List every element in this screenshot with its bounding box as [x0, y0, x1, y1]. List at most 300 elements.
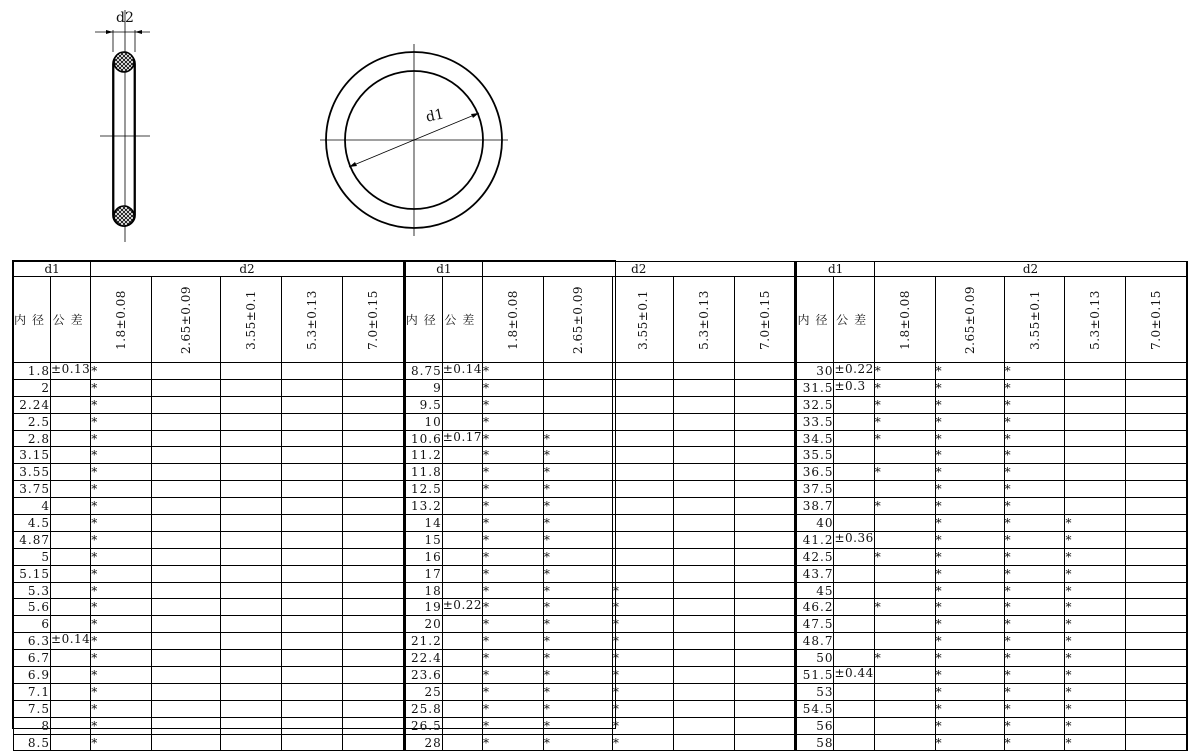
- table-row: [797, 717, 1188, 734]
- inner-diameter-cell: 34.5: [797, 430, 834, 447]
- inner-diameter-cell: 40: [797, 515, 834, 532]
- mark-cell: [282, 515, 343, 532]
- mark-cell: [152, 531, 221, 548]
- table-row: [405, 650, 796, 667]
- inner-diameter-cell: 13.2: [405, 498, 442, 515]
- mark-cell: [1126, 582, 1187, 599]
- mark-cell: [734, 616, 795, 633]
- d2-label: d2: [116, 10, 134, 26]
- mark-cell: *: [543, 599, 612, 616]
- tolerance-cell: [834, 582, 874, 599]
- mark-cell: *: [935, 616, 1004, 633]
- mark-cell: *: [1004, 667, 1065, 684]
- mark-cell: [874, 683, 935, 700]
- table-row: [797, 447, 1188, 464]
- inner-diameter-cell: 17: [405, 565, 442, 582]
- table-row: [405, 717, 796, 734]
- mark-cell: *: [91, 667, 152, 684]
- tolerance-cell: [442, 683, 482, 700]
- table-row: [797, 667, 1188, 684]
- mark-cell: [282, 430, 343, 447]
- mark-cell: [612, 430, 673, 447]
- mark-cell: *: [612, 700, 673, 717]
- inner-diameter-cell: 47.5: [797, 616, 834, 633]
- mark-cell: [1126, 548, 1187, 565]
- mark-cell: [152, 363, 221, 380]
- header-d2-value: 3.55±0.1: [221, 277, 282, 363]
- mark-cell: *: [612, 667, 673, 684]
- header-inner-diameter: 内径: [797, 277, 834, 363]
- mark-cell: *: [612, 650, 673, 667]
- section-bottom-hatch: [114, 206, 134, 226]
- mark-cell: *: [874, 650, 935, 667]
- table-row: [14, 481, 405, 498]
- mark-cell: [152, 447, 221, 464]
- inner-diameter-cell: 5.15: [14, 565, 51, 582]
- mark-cell: [734, 515, 795, 532]
- mark-cell: [1065, 363, 1126, 380]
- mark-cell: [282, 481, 343, 498]
- mark-cell: *: [543, 498, 612, 515]
- table-row: [14, 700, 405, 717]
- mark-cell: *: [483, 531, 544, 548]
- inner-diameter-cell: 6: [14, 616, 51, 633]
- mark-cell: [734, 700, 795, 717]
- mark-cell: *: [874, 396, 935, 413]
- mark-cell: [221, 498, 282, 515]
- table-row: [405, 464, 796, 481]
- mark-cell: *: [874, 363, 935, 380]
- table-row: [405, 616, 796, 633]
- table-row: [14, 396, 405, 413]
- mark-cell: *: [543, 464, 612, 481]
- inner-diameter-cell: 8: [14, 717, 51, 734]
- mark-cell: [1126, 498, 1187, 515]
- inner-diameter-cell: 20: [405, 616, 442, 633]
- mark-cell: [152, 396, 221, 413]
- mark-cell: [1126, 717, 1187, 734]
- mark-cell: *: [483, 363, 544, 380]
- mark-cell: *: [543, 565, 612, 582]
- mark-cell: [1126, 700, 1187, 717]
- mark-cell: [734, 565, 795, 582]
- mark-cell: [874, 616, 935, 633]
- mark-cell: [221, 616, 282, 633]
- mark-cell: [612, 396, 673, 413]
- header-d2: d2: [91, 262, 403, 277]
- mark-cell: *: [483, 717, 544, 734]
- mark-cell: *: [935, 717, 1004, 734]
- mark-cell: [1065, 447, 1126, 464]
- inner-diameter-cell: 19: [405, 599, 442, 616]
- tolerance-cell: [442, 700, 482, 717]
- mark-cell: [221, 379, 282, 396]
- header-d2-value: 7.0±0.15: [342, 277, 403, 363]
- mark-cell: *: [935, 531, 1004, 548]
- mark-cell: [221, 717, 282, 734]
- mark-cell: *: [874, 379, 935, 396]
- tolerance-cell: [51, 481, 91, 498]
- tolerance-cell: [834, 599, 874, 616]
- mark-cell: *: [91, 616, 152, 633]
- mark-cell: *: [935, 498, 1004, 515]
- mark-cell: *: [935, 396, 1004, 413]
- tolerance-cell: [51, 548, 91, 565]
- mark-cell: [1126, 531, 1187, 548]
- inner-diameter-cell: 53: [797, 683, 834, 700]
- tolerance-cell: [51, 599, 91, 616]
- mark-cell: [543, 396, 612, 413]
- mark-cell: [734, 481, 795, 498]
- header-d2-value: 7.0±0.15: [734, 277, 795, 363]
- mark-cell: [342, 498, 403, 515]
- mark-cell: [282, 396, 343, 413]
- mark-cell: [874, 481, 935, 498]
- mark-cell: [342, 717, 403, 734]
- mark-cell: *: [612, 734, 673, 751]
- mark-cell: [734, 667, 795, 684]
- table-row: [405, 734, 796, 751]
- table-row: [405, 430, 796, 447]
- mark-cell: [673, 683, 734, 700]
- mark-cell: *: [91, 481, 152, 498]
- mark-cell: [673, 565, 734, 582]
- inner-diameter-cell: 22.4: [405, 650, 442, 667]
- mark-cell: [673, 379, 734, 396]
- mark-cell: [152, 498, 221, 515]
- mark-cell: *: [935, 599, 1004, 616]
- oring-size-tables: [12, 260, 1164, 750]
- mark-cell: [342, 633, 403, 650]
- mark-cell: [673, 515, 734, 532]
- mark-cell: *: [1065, 683, 1126, 700]
- mark-cell: [342, 700, 403, 717]
- section-view: [95, 10, 150, 242]
- table-row: [405, 667, 796, 684]
- mark-cell: *: [612, 599, 673, 616]
- mark-cell: *: [1004, 650, 1065, 667]
- mark-cell: [734, 396, 795, 413]
- mark-cell: *: [483, 633, 544, 650]
- mark-cell: *: [874, 464, 935, 481]
- table-row: [405, 396, 796, 413]
- mark-cell: [1126, 599, 1187, 616]
- header-d2-value: 3.55±0.1: [1004, 277, 1065, 363]
- ring-view: [320, 44, 508, 236]
- mark-cell: *: [91, 683, 152, 700]
- inner-diameter-cell: 6.7: [14, 650, 51, 667]
- header-inner-diameter: 内径: [405, 277, 442, 363]
- inner-diameter-cell: 48.7: [797, 633, 834, 650]
- header-d2-value: 1.8±0.08: [874, 277, 935, 363]
- mark-cell: [734, 531, 795, 548]
- mark-cell: [874, 447, 935, 464]
- mark-cell: *: [91, 430, 152, 447]
- tolerance-cell: [442, 481, 482, 498]
- mark-cell: [152, 548, 221, 565]
- inner-diameter-cell: 8.5: [14, 734, 51, 751]
- header-d2-value: 5.3±0.13: [282, 277, 343, 363]
- inner-diameter-cell: 21.2: [405, 633, 442, 650]
- inner-diameter-cell: 9.5: [405, 396, 442, 413]
- table-row: [14, 599, 405, 616]
- mark-cell: *: [543, 700, 612, 717]
- mark-cell: [342, 582, 403, 599]
- mark-cell: *: [483, 548, 544, 565]
- mark-cell: [1126, 481, 1187, 498]
- mark-cell: [673, 430, 734, 447]
- mark-cell: [221, 531, 282, 548]
- mark-cell: [1126, 683, 1187, 700]
- table-row: [405, 599, 796, 616]
- tolerance-cell: [442, 531, 482, 548]
- mark-cell: [342, 565, 403, 582]
- mark-cell: *: [543, 430, 612, 447]
- header-d2-value: 2.65±0.09: [543, 277, 612, 363]
- mark-cell: *: [543, 447, 612, 464]
- mark-cell: [612, 447, 673, 464]
- inner-diameter-cell: 56: [797, 717, 834, 734]
- mark-cell: *: [874, 413, 935, 430]
- inner-diameter-cell: 7.5: [14, 700, 51, 717]
- mark-cell: *: [543, 734, 612, 751]
- inner-diameter-cell: 16: [405, 548, 442, 565]
- mark-cell: *: [935, 464, 1004, 481]
- tolerance-cell: [442, 633, 482, 650]
- inner-diameter-cell: 25.8: [405, 700, 442, 717]
- mark-cell: *: [483, 734, 544, 751]
- mark-cell: [734, 430, 795, 447]
- inner-diameter-cell: 25: [405, 683, 442, 700]
- mark-cell: [221, 363, 282, 380]
- inner-diameter-cell: 5.6: [14, 599, 51, 616]
- mark-cell: [342, 515, 403, 532]
- mark-cell: [673, 734, 734, 751]
- table-row: [14, 667, 405, 684]
- tolerance-cell: [442, 717, 482, 734]
- inner-diameter-cell: 54.5: [797, 700, 834, 717]
- mark-cell: *: [1004, 565, 1065, 582]
- table-row: [14, 363, 405, 380]
- mark-cell: [342, 464, 403, 481]
- table-row: [14, 430, 405, 447]
- mark-cell: [673, 413, 734, 430]
- mark-cell: *: [612, 717, 673, 734]
- tolerance-cell: [442, 548, 482, 565]
- tolerance-cell: [442, 616, 482, 633]
- mark-cell: [874, 565, 935, 582]
- mark-cell: [221, 481, 282, 498]
- table-row: [797, 481, 1188, 498]
- tolerance-cell: ±0.22: [834, 363, 874, 380]
- mark-cell: *: [1004, 447, 1065, 464]
- mark-cell: [1126, 379, 1187, 396]
- table-row: [405, 379, 796, 396]
- table-row: [797, 363, 1188, 380]
- mark-cell: [342, 683, 403, 700]
- mark-cell: [221, 515, 282, 532]
- tolerance-cell: [51, 616, 91, 633]
- mark-cell: [152, 650, 221, 667]
- mark-cell: [1126, 363, 1187, 380]
- mark-cell: *: [543, 531, 612, 548]
- header-tolerance: 公差: [51, 277, 91, 363]
- inner-diameter-cell: 5: [14, 548, 51, 565]
- table-row: [14, 548, 405, 565]
- table-row: [797, 683, 1188, 700]
- mark-cell: [1126, 413, 1187, 430]
- tolerance-cell: [834, 498, 874, 515]
- table-row: [797, 616, 1188, 633]
- mark-cell: *: [543, 548, 612, 565]
- mark-cell: [282, 447, 343, 464]
- mark-cell: [874, 700, 935, 717]
- inner-diameter-cell: 33.5: [797, 413, 834, 430]
- mark-cell: *: [483, 396, 544, 413]
- inner-diameter-cell: 3.15: [14, 447, 51, 464]
- table-row: [14, 582, 405, 599]
- mark-cell: [152, 667, 221, 684]
- tolerance-cell: [51, 650, 91, 667]
- mark-cell: [221, 599, 282, 616]
- mark-cell: [1065, 464, 1126, 481]
- mark-cell: *: [935, 734, 1004, 751]
- mark-cell: *: [543, 667, 612, 684]
- tolerance-cell: [51, 582, 91, 599]
- mark-cell: *: [91, 700, 152, 717]
- inner-diameter-cell: 2.8: [14, 430, 51, 447]
- mark-cell: [874, 531, 935, 548]
- mark-cell: *: [612, 683, 673, 700]
- mark-cell: *: [91, 396, 152, 413]
- header-d2-value: 2.65±0.09: [152, 277, 221, 363]
- mark-cell: *: [1004, 531, 1065, 548]
- header-d1: d1: [14, 262, 91, 277]
- mark-cell: [342, 379, 403, 396]
- mark-cell: *: [1004, 548, 1065, 565]
- mark-cell: *: [612, 616, 673, 633]
- table-row: [797, 531, 1188, 548]
- mark-cell: *: [1004, 717, 1065, 734]
- table-row: [14, 498, 405, 515]
- mark-cell: *: [1065, 734, 1126, 751]
- mark-cell: [1065, 498, 1126, 515]
- mark-cell: [282, 700, 343, 717]
- inner-diameter-cell: 10.6: [405, 430, 442, 447]
- tolerance-cell: [834, 633, 874, 650]
- mark-cell: [874, 667, 935, 684]
- table-row: [14, 650, 405, 667]
- header-d2-value: 3.55±0.1: [612, 277, 673, 363]
- tolerance-cell: [834, 481, 874, 498]
- mark-cell: [282, 582, 343, 599]
- mark-cell: *: [91, 633, 152, 650]
- mark-cell: *: [91, 565, 152, 582]
- section-outline: [113, 53, 135, 226]
- table-row: [797, 413, 1188, 430]
- inner-diameter-cell: 41.2: [797, 531, 834, 548]
- mark-cell: [673, 650, 734, 667]
- mark-cell: [734, 582, 795, 599]
- mark-cell: [612, 413, 673, 430]
- mark-cell: [152, 515, 221, 532]
- mark-cell: *: [91, 717, 152, 734]
- mark-cell: [282, 633, 343, 650]
- table-row: [14, 683, 405, 700]
- inner-diameter-cell: 15: [405, 531, 442, 548]
- mark-cell: [221, 548, 282, 565]
- mark-cell: [282, 464, 343, 481]
- mark-cell: [673, 447, 734, 464]
- tolerance-cell: ±0.14: [442, 363, 482, 380]
- mark-cell: *: [1065, 667, 1126, 684]
- mark-cell: *: [1065, 700, 1126, 717]
- mark-cell: *: [543, 515, 612, 532]
- mark-cell: *: [1004, 599, 1065, 616]
- tolerance-cell: [51, 464, 91, 481]
- mark-cell: [734, 717, 795, 734]
- mark-cell: *: [1065, 633, 1126, 650]
- inner-diameter-cell: 31.5: [797, 379, 834, 396]
- mark-cell: *: [91, 582, 152, 599]
- mark-cell: [342, 531, 403, 548]
- mark-cell: *: [483, 515, 544, 532]
- mark-cell: [734, 447, 795, 464]
- mark-cell: [282, 531, 343, 548]
- mark-cell: *: [483, 700, 544, 717]
- header-tolerance: 公差: [834, 277, 874, 363]
- table-row: [797, 700, 1188, 717]
- header-d2-value: 5.3±0.13: [1065, 277, 1126, 363]
- tolerance-cell: [834, 515, 874, 532]
- mark-cell: [734, 379, 795, 396]
- mark-cell: *: [543, 683, 612, 700]
- mark-cell: *: [1004, 582, 1065, 599]
- mark-cell: [342, 548, 403, 565]
- mark-cell: [874, 717, 935, 734]
- mark-cell: [342, 396, 403, 413]
- mark-cell: *: [1004, 379, 1065, 396]
- table-row: [797, 734, 1188, 751]
- mark-cell: [152, 683, 221, 700]
- mark-cell: [152, 599, 221, 616]
- table-row: [797, 650, 1188, 667]
- mark-cell: [282, 379, 343, 396]
- mark-cell: [1065, 413, 1126, 430]
- mark-cell: [1065, 430, 1126, 447]
- mark-cell: *: [91, 363, 152, 380]
- mark-cell: *: [483, 498, 544, 515]
- table-row: [14, 633, 405, 650]
- tolerance-cell: [834, 413, 874, 430]
- mark-cell: [152, 616, 221, 633]
- table-row: [405, 413, 796, 430]
- tolerance-cell: [51, 565, 91, 582]
- tolerance-cell: [442, 498, 482, 515]
- mark-cell: [221, 633, 282, 650]
- table-row: [797, 430, 1188, 447]
- mark-cell: [282, 498, 343, 515]
- table-row: [405, 481, 796, 498]
- mark-cell: *: [1065, 717, 1126, 734]
- size-table-3: [796, 261, 1188, 751]
- mark-cell: [612, 565, 673, 582]
- mark-cell: [673, 396, 734, 413]
- table-row: [405, 498, 796, 515]
- mark-cell: *: [483, 616, 544, 633]
- mark-cell: *: [935, 413, 1004, 430]
- mark-cell: [734, 413, 795, 430]
